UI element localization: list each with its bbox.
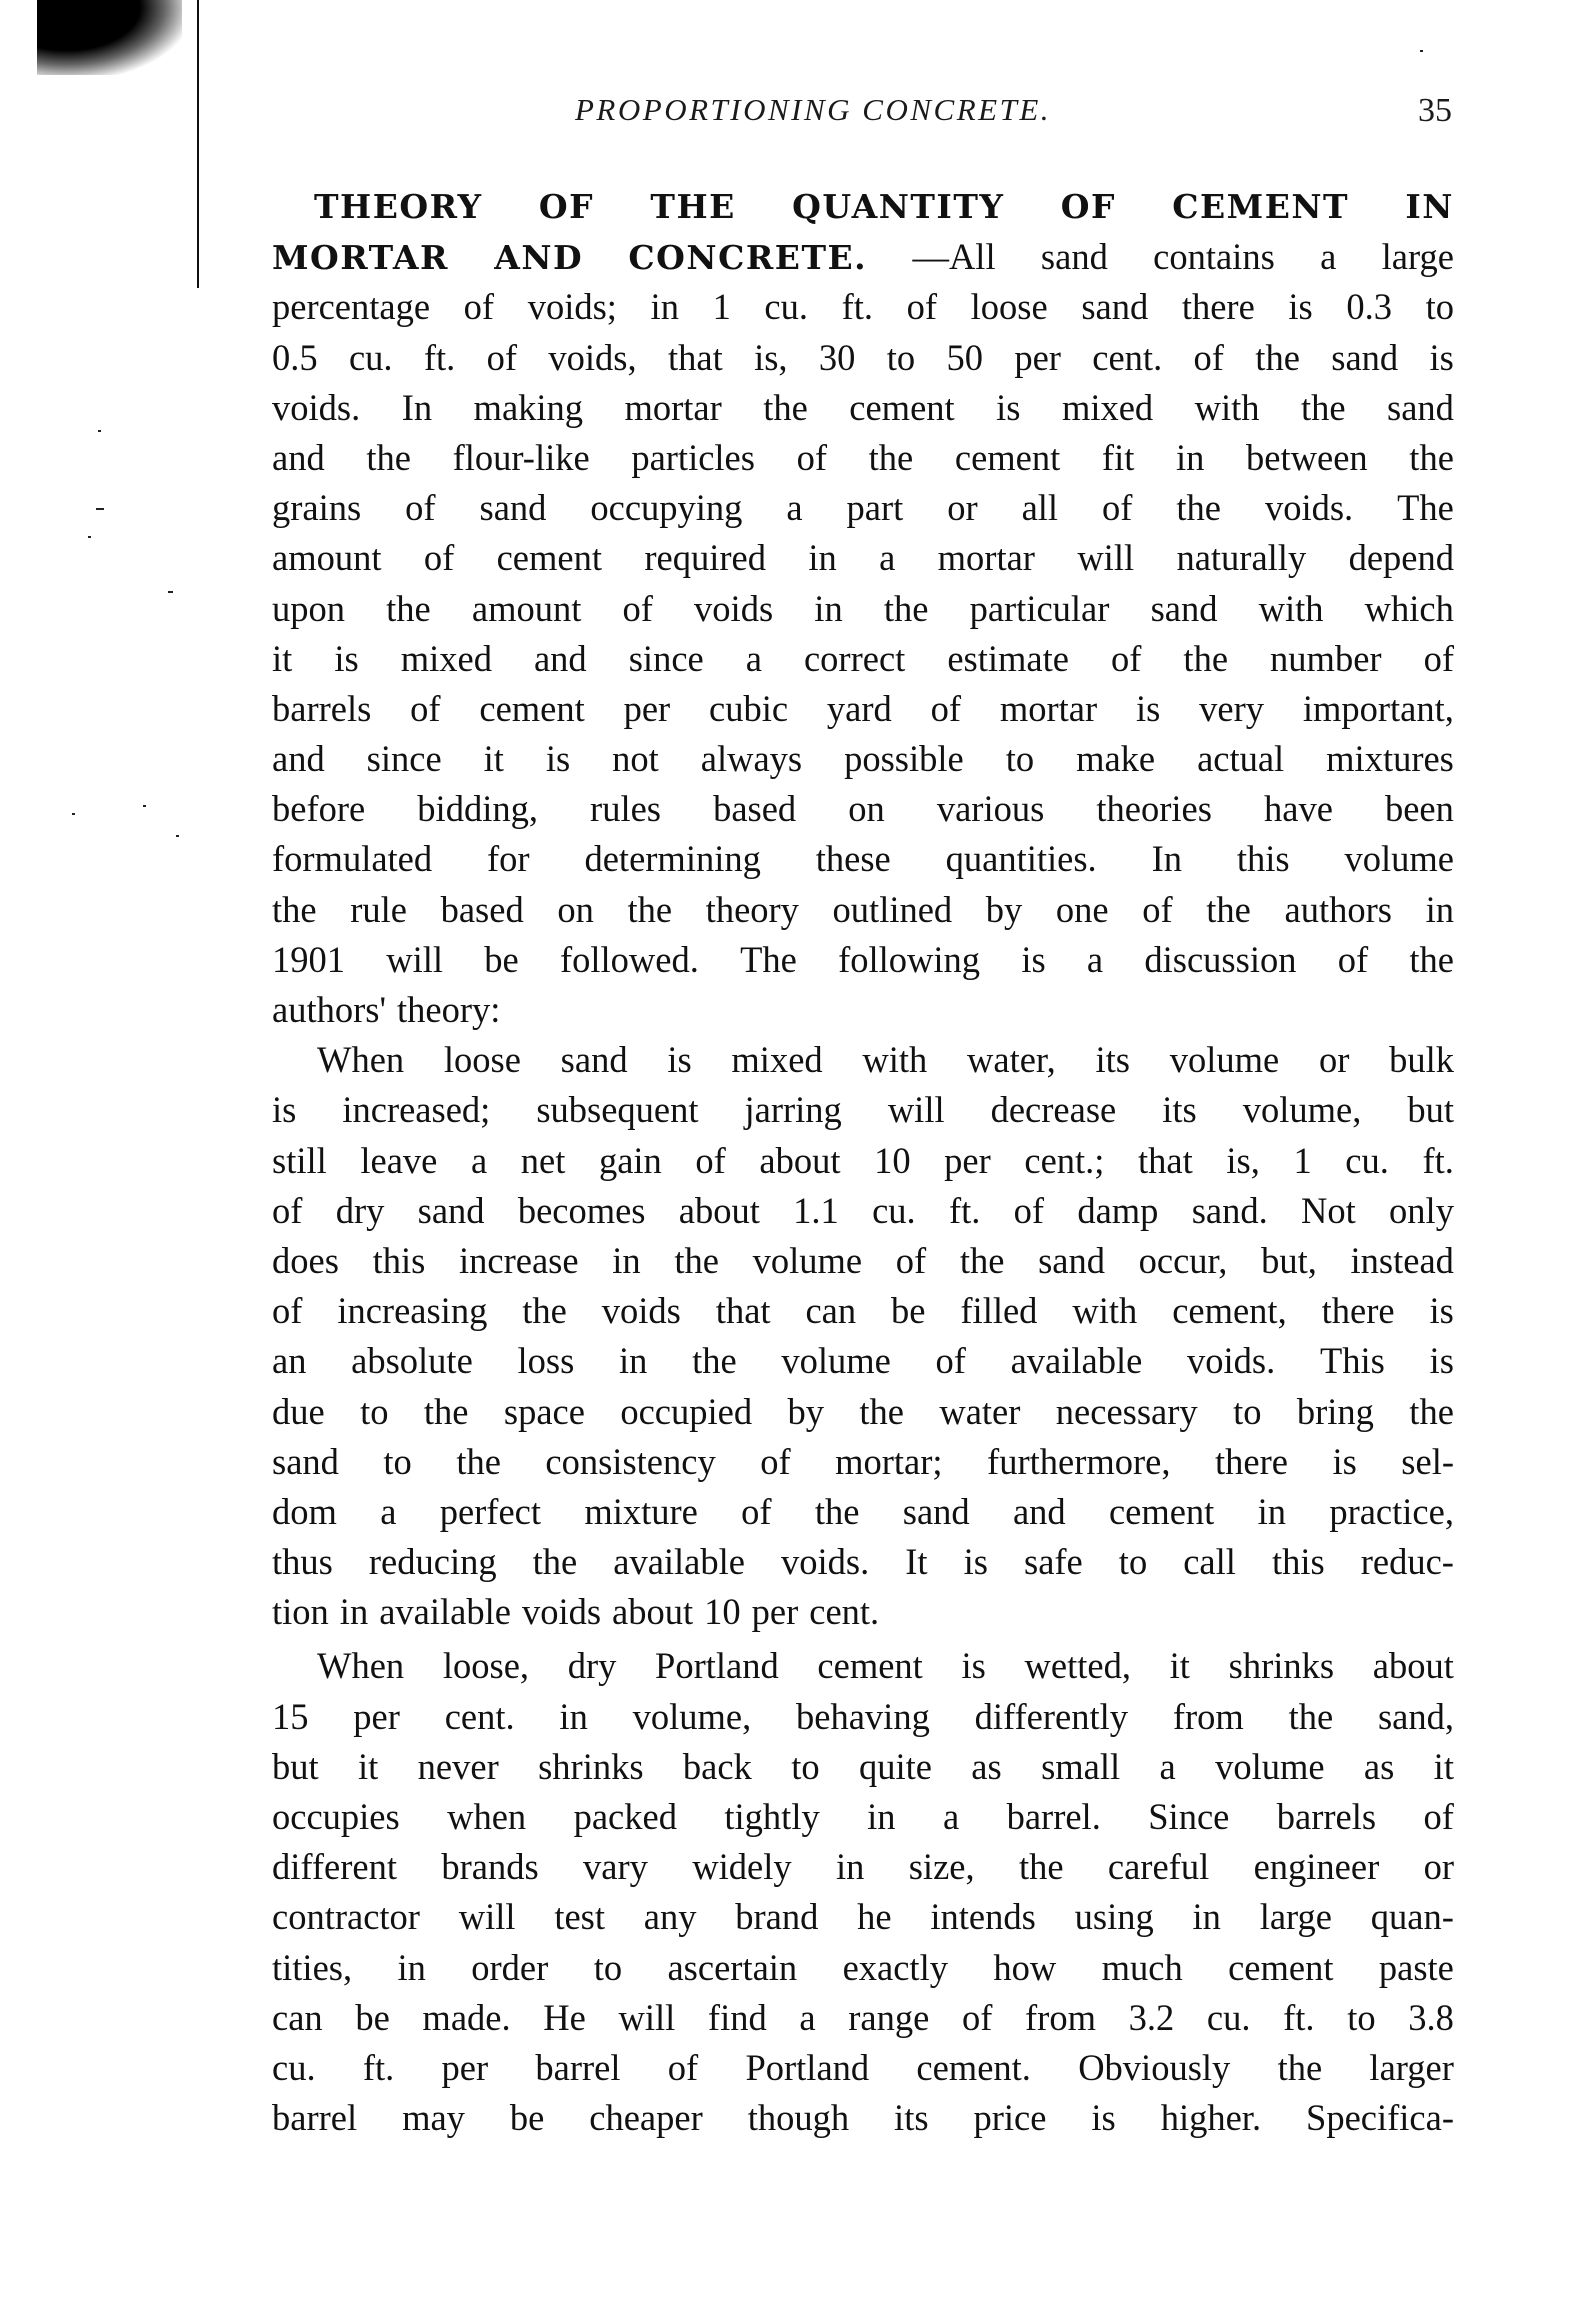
scan-speck bbox=[176, 835, 179, 837]
body-line: of increasing the voids that can be filled with cement, there is bbox=[272, 1290, 1454, 1332]
body-line: grains of sand occupying a part or all of the voids. The bbox=[272, 487, 1454, 529]
body-line-first: When loose, dry Portland cement is wetted, it shrinks about bbox=[317, 1645, 1454, 1687]
page-number: 35 bbox=[1418, 92, 1452, 129]
body-line: and the flour-like particles of the cement fit in between the bbox=[272, 436, 1454, 478]
body-text bbox=[272, 182, 1454, 2143]
heading-text-line: MORTAR AND CONCRETE. —All sand contains a large bbox=[272, 236, 1454, 278]
scan-speck bbox=[72, 813, 75, 815]
body-line: barrels of cement per cubic yard of mortar is very important, bbox=[272, 687, 1454, 729]
body-line: sand to the consistency of mortar; furthermore, there is sel- bbox=[272, 1440, 1454, 1482]
body-line-first: When loose sand is mixed with water, its volume or bulk bbox=[317, 1039, 1454, 1081]
body-line: and since it is not always possible to make actual mixtures bbox=[272, 738, 1454, 780]
body-line: voids. In making mortar the cement is mixed with the sand bbox=[272, 386, 1454, 428]
body-line: percentage of voids; in 1 cu. ft. of loose sand there is 0.3 to bbox=[272, 286, 1454, 328]
body-line: before bidding, rules based on various theories have been bbox=[272, 788, 1454, 830]
body-line: dom a perfect mixture of the sand and cement in practice, bbox=[272, 1490, 1454, 1532]
body-line: formulated for determining these quantities. In this volume bbox=[272, 838, 1454, 880]
running-title: PROPORTIONING CONCRETE. bbox=[575, 92, 1051, 127]
body-line: 15 per cent. in volume, behaving differently from the sand, bbox=[272, 1695, 1454, 1737]
scan-speck bbox=[168, 591, 173, 593]
scan-shadow-corner bbox=[37, 0, 182, 75]
body-line: occupies when packed tightly in a barrel. Since barrels of bbox=[272, 1796, 1454, 1837]
body-line: thus reducing the available voids. It is safe to call this reduc- bbox=[272, 1541, 1454, 1583]
body-line: tities, in order to ascertain exactly how much cement paste bbox=[272, 1946, 1454, 1988]
scan-speck bbox=[98, 430, 101, 432]
body-line: barrel may be cheaper though its price is higher. Specifica- bbox=[272, 2097, 1454, 2139]
body-line: due to the space occupied by the water necessary to bring the bbox=[272, 1390, 1454, 1432]
running-header bbox=[0, 92, 1574, 142]
scan-speck bbox=[143, 805, 146, 807]
body-line: is increased; subsequent jarring will decrease its volume, but bbox=[272, 1089, 1454, 1131]
body-line-last: tion in available voids about 10 per cent. bbox=[272, 1591, 880, 1633]
body-line: an absolute loss in the volume of available voids. This is bbox=[272, 1340, 1454, 1382]
paragraph bbox=[272, 182, 1454, 1035]
page-gutter-edge bbox=[197, 0, 199, 288]
scan-speck bbox=[96, 508, 104, 510]
body-line: the rule based on the theory outlined by one of the authors in bbox=[272, 888, 1454, 930]
scan-speck bbox=[88, 536, 91, 538]
body-line: upon the amount of voids in the particular sand with which bbox=[272, 587, 1454, 629]
paragraph bbox=[272, 1641, 1454, 2143]
body-line: still leave a net gain of about 10 per cent.; that is, 1 cu. ft. bbox=[272, 1139, 1454, 1181]
body-line: can be made. He will find a range of from 3.2 cu. ft. to 3.8 bbox=[272, 1996, 1454, 2038]
body-line: of dry sand becomes about 1.1 cu. ft. of damp sand. Not only bbox=[272, 1189, 1454, 1231]
body-line: 1901 will be followed. The following is a discussion of the bbox=[272, 938, 1454, 980]
body-line: 0.5 cu. ft. of voids, that is, 30 to 50 per cent. of the sand is bbox=[272, 336, 1454, 378]
body-line: does this increase in the volume of the sand occur, but, instead bbox=[272, 1239, 1454, 1281]
body-line: but it never shrinks back to quite as small a volume as it bbox=[272, 1745, 1454, 1787]
body-line: contractor will test any brand he intends using in large quan- bbox=[272, 1896, 1454, 1938]
body-line: different brands vary widely in size, the careful engineer or bbox=[272, 1846, 1454, 1888]
scan-speck bbox=[1420, 50, 1423, 52]
body-line: it is mixed and since a correct estimate of the number of bbox=[272, 637, 1454, 679]
body-line: cu. ft. per barrel of Portland cement. Obviously the larger bbox=[272, 2046, 1454, 2088]
body-line: amount of cement required in a mortar will naturally depend bbox=[272, 537, 1454, 579]
section-heading-line: THEORY OF THE QUANTITY OF CEMENT IN bbox=[314, 187, 1454, 226]
paragraph bbox=[272, 1035, 1454, 1637]
body-line-last: authors' theory: bbox=[272, 989, 501, 1030]
